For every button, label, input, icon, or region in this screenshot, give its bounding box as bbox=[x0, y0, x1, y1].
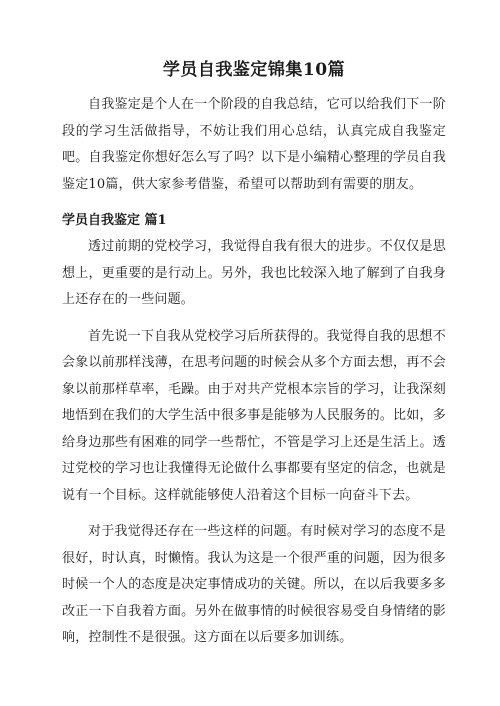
section-heading: 学员自我鉴定 篇1 bbox=[62, 213, 167, 228]
body-paragraph-3: 对于我觉得还存在一些这样的问题。有时候对学习的态度不是很好，时认真，时懒惰。我认为这是一个很严重的问题，因为很多时候一个人的态度是决定事情成功的关键。所以，在以后我要多多改正一下自我着方面。另外在做事情的时候很容易受自身情绪的影响，控制性不是很强。这方面在以后要多加训练。 bbox=[62, 524, 446, 645]
intro-paragraph: 自我鉴定是个人在一个阶段的自我总结，它可以给我们下一阶段的学习生活做指导，不妨让我们用心总结，认真完成自我鉴定吧。自我鉴定你想好怎么写了吗？以下是小编精心整理的学员自我鉴定10篇，供大家参考借鉴，希望可以帮助到有需要的朋友。 bbox=[62, 97, 446, 192]
body-paragraph-2: 首先说一下自我从党校学习后所获得的。我觉得自我的思想不会象以前那样浅薄，在思考问题的时候会从多个方面去想，再不会象以前那样草率，毛躁。由于对共产党根本宗旨的学习，让我深刻地悟到在我们的大学生活中很多事是能够为人民服务的。比如，多给身边那些有困难的同学一些帮忙，不管是学习上还是生活上。透过党校的学习也让我懂得无论做什么事都要有坚定的信念，也就是说有一个目标。这样就能够使人沿着这个目标一向奋斗下去。 bbox=[62, 328, 446, 503]
document-title: 学员自我鉴定锦集10篇 bbox=[162, 60, 346, 80]
body-paragraph-1: 透过前期的党校学习，我觉得自我有很大的进步。不仅仅是思想上，更重要的是行动上。另外，我也比较深入地了解到了自我身上还存在的一些问题。 bbox=[62, 239, 446, 307]
